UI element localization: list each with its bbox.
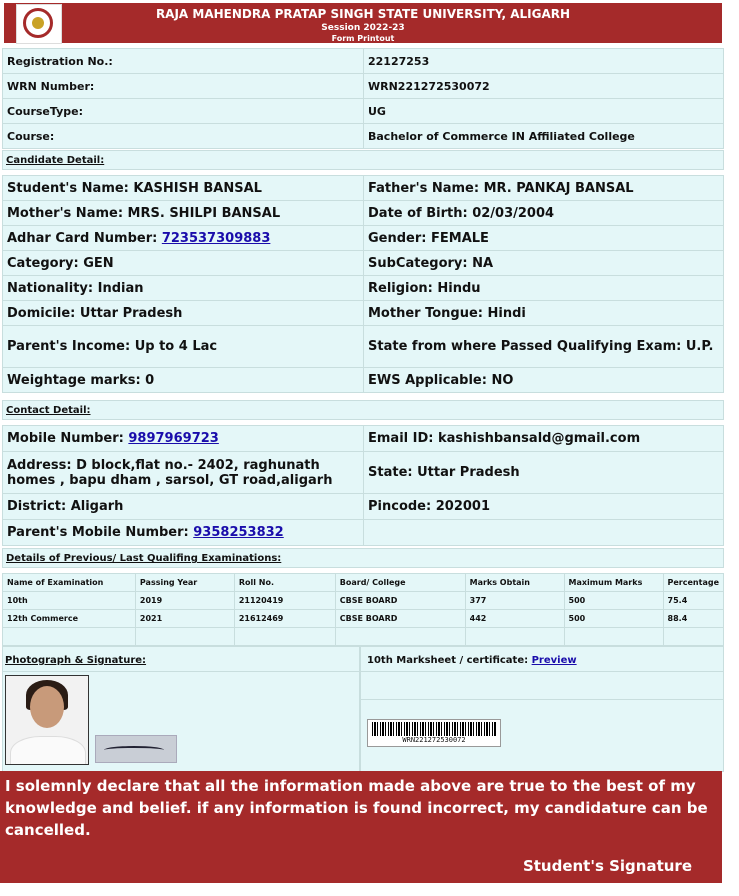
university-name: RAJA MAHENDRA PRATAP SINGH STATE UNIVERSITY, ALIGARH — [155, 7, 571, 21]
declaration-text: I solemnly declare that all the information made above are true to the best of my knowledge and belief. if any information is found incorrect, my candidature can be cancelled. — [5, 777, 708, 839]
candidate-photo — [5, 675, 89, 765]
mobile-label: Mobile Number: — [7, 431, 129, 446]
gender: Gender: FEMALE — [364, 226, 724, 251]
state-qualifying-exam: State from where Passed Qualifying Exam: U.P. — [364, 326, 724, 368]
column-header: Board/ College — [335, 574, 465, 592]
column-header: Maximum Marks — [564, 574, 663, 592]
table-cell: 500 — [564, 592, 663, 610]
table-row — [3, 251, 724, 276]
adhar-card-cell — [3, 226, 364, 251]
table-cell: 12th Commerce — [3, 610, 136, 628]
field-label: Course: — [3, 124, 364, 149]
exams-section-title: Details of Previous/ Last Qualifing Examinations: — [2, 548, 724, 568]
column-header: Roll No. — [234, 574, 335, 592]
weightage-marks: Weightage marks: 0 — [3, 368, 364, 393]
religion: Religion: Hindu — [364, 276, 724, 301]
table-cell: 2021 — [135, 610, 234, 628]
mobile-cell — [3, 426, 364, 452]
pincode: Pincode: 202001 — [364, 494, 724, 520]
table-cell: 500 — [564, 610, 663, 628]
table-header-row — [3, 574, 724, 592]
table-cell: 442 — [465, 610, 564, 628]
table-cell: 21120419 — [234, 592, 335, 610]
candidate-table — [2, 175, 724, 393]
marksheet-label-row — [367, 655, 577, 666]
field-label: WRN Number: — [3, 74, 364, 99]
table-row — [3, 124, 724, 149]
table-row — [3, 494, 724, 520]
student-signature-label: Student's Signature — [522, 857, 692, 875]
table-cell: CBSE BOARD — [335, 592, 465, 610]
student-name: Student's Name: KASHISH BANSAL — [3, 176, 364, 201]
table-row — [3, 628, 724, 646]
domicile: Domicile: Uttar Pradesh — [3, 301, 364, 326]
table-cell: CBSE BOARD — [335, 610, 465, 628]
table-cell: 75.4 — [663, 592, 723, 610]
field-value: Bachelor of Commerce IN Affiliated College — [364, 124, 724, 149]
adhar-label: Adhar Card Number: — [7, 230, 162, 246]
ews-applicable: EWS Applicable: NO — [364, 368, 724, 393]
barcode-text: WRN221272530072 — [402, 736, 466, 744]
table-row — [3, 276, 724, 301]
photo-section — [2, 646, 724, 772]
table-row — [3, 201, 724, 226]
basic-info-table — [2, 48, 724, 149]
table-cell: 21612469 — [234, 610, 335, 628]
table-row — [3, 326, 724, 368]
marksheet-panel — [360, 646, 724, 772]
category: Category: GEN — [3, 251, 364, 276]
table-row — [3, 49, 724, 74]
table-row — [3, 176, 724, 201]
field-value: WRN221272530072 — [364, 74, 724, 99]
column-header: Marks Obtain — [465, 574, 564, 592]
table-row — [3, 520, 724, 546]
mother-name: Mother's Name: MRS. SHILPI BANSAL — [3, 201, 364, 226]
email-id: Email ID: kashishbansald@gmail.com — [364, 426, 724, 452]
column-header: Percentage — [663, 574, 723, 592]
table-cell: 377 — [465, 592, 564, 610]
table-row — [3, 610, 724, 628]
field-value: UG — [364, 99, 724, 124]
field-label: CourseType: — [3, 99, 364, 124]
field-label: Registration No.: — [3, 49, 364, 74]
parent-mobile-link[interactable]: 9358253832 — [193, 525, 284, 540]
form-subtitle: Form Printout — [331, 34, 395, 43]
adhar-number-link[interactable]: 723537309883 — [161, 230, 271, 246]
contact-section-title: Contact Detail: — [2, 400, 724, 420]
field-value: 22127253 — [364, 49, 724, 74]
mother-tongue: Mother Tongue: Hindi — [364, 301, 724, 326]
session-label: Session 2022-23 — [321, 23, 405, 33]
barcode — [367, 719, 501, 747]
mobile-number-link[interactable]: 9897969723 — [128, 431, 219, 446]
nationality: Nationality: Indian — [3, 276, 364, 301]
table-row — [3, 592, 724, 610]
candidate-section-title: Candidate Detail: — [2, 150, 724, 170]
photo-signature-panel — [2, 646, 360, 772]
preview-link[interactable]: Preview — [531, 655, 577, 666]
empty-cell — [364, 520, 724, 546]
table-row — [3, 74, 724, 99]
address: Address: D block,flat no.- 2402, raghunath homes , bapu dham , sarsol, GT road,aligarh — [3, 452, 364, 494]
table-row — [3, 426, 724, 452]
state: State: Uttar Pradesh — [364, 452, 724, 494]
column-header: Passing Year — [135, 574, 234, 592]
subcategory: SubCategory: NA — [364, 251, 724, 276]
barcode-bars — [372, 722, 496, 736]
contact-table — [2, 425, 724, 546]
date-of-birth: Date of Birth: 02/03/2004 — [364, 201, 724, 226]
table-cell: 10th — [3, 592, 136, 610]
column-header: Name of Examination — [3, 574, 136, 592]
table-row — [3, 99, 724, 124]
photo-signature-label: Photograph & Signature: — [5, 655, 147, 666]
table-row — [3, 452, 724, 494]
table-cell: 2019 — [135, 592, 234, 610]
table-cell: 88.4 — [663, 610, 723, 628]
district: District: Aligarh — [3, 494, 364, 520]
parent-mobile-label: Parent's Mobile Number: — [7, 525, 194, 540]
parent-income: Parent's Income: Up to 4 Lac — [3, 326, 364, 368]
marksheet-label: 10th Marksheet / certificate: — [367, 655, 532, 666]
table-row — [3, 226, 724, 251]
signature-image — [95, 735, 177, 763]
table-row — [3, 368, 724, 393]
declaration-panel — [0, 771, 722, 883]
form-header — [4, 3, 722, 43]
table-row — [3, 301, 724, 326]
parent-mobile-cell — [3, 520, 364, 546]
father-name: Father's Name: MR. PANKAJ BANSAL — [364, 176, 724, 201]
